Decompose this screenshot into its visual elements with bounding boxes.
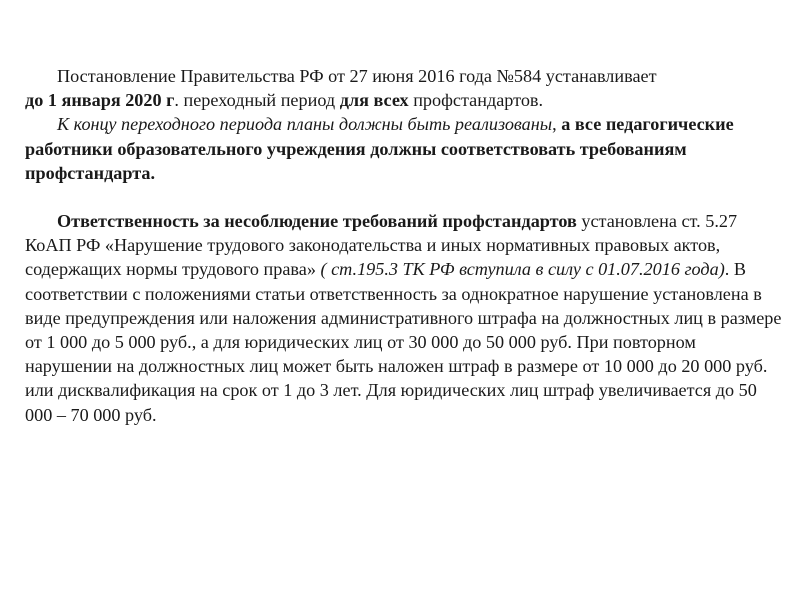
profstandards-text: профстандартов.	[408, 90, 544, 111]
slide-content	[25, 64, 787, 427]
comma-separator: ,	[552, 114, 562, 135]
fines-text: . В соответствии с положениями статьи ответственность за однократное нарушение установлена в виде предупреждения или наложения административного штрафа на должностных лиц в размере от 1 000 до 5 000 руб., а для юридических лиц от 30 000 до 50 000 руб. При повторном нарушении на должностных лиц может быть наложен штраф в размере от 10 000 до 20 000 руб. или дисквалификация на срок от 1 до 3 лет. Для юридических лиц штраф увеличивается до 50 000 – 70 000 руб.	[25, 259, 782, 425]
paragraph-requirements	[25, 112, 787, 185]
paragraph-transition-period	[25, 64, 787, 112]
paragraph-liability	[25, 209, 787, 427]
paragraph-spacer	[25, 185, 787, 209]
koap-article-text: установлена ст. 5.27 КоАП РФ «Нарушение трудового законодательства и иных нормативных правовых актов, содержащих нормы трудового права»	[25, 211, 738, 280]
tk-article-italic: ( ст.195.3 ТК РФ вступила в силу с 01.07.2016 года)	[315, 259, 725, 280]
for-all-emphasis: для всех	[339, 90, 409, 111]
liability-heading: Ответственность за несоблюдение требований профстандартов	[57, 211, 577, 232]
teachers-requirement-text: а все педагогические работники образовательного учреждения должны соответствовать требованиям профстандарта.	[25, 114, 734, 183]
transition-text: . переходный период	[174, 90, 340, 111]
deadline-date: до 1 января 2020 г	[25, 90, 175, 111]
decree-text: Постановление Правительства РФ от 27 июня 2016 года №584 устанавливает	[57, 66, 657, 86]
plans-italic-text: К концу переходного периода планы должны быть реализованы	[57, 114, 553, 135]
